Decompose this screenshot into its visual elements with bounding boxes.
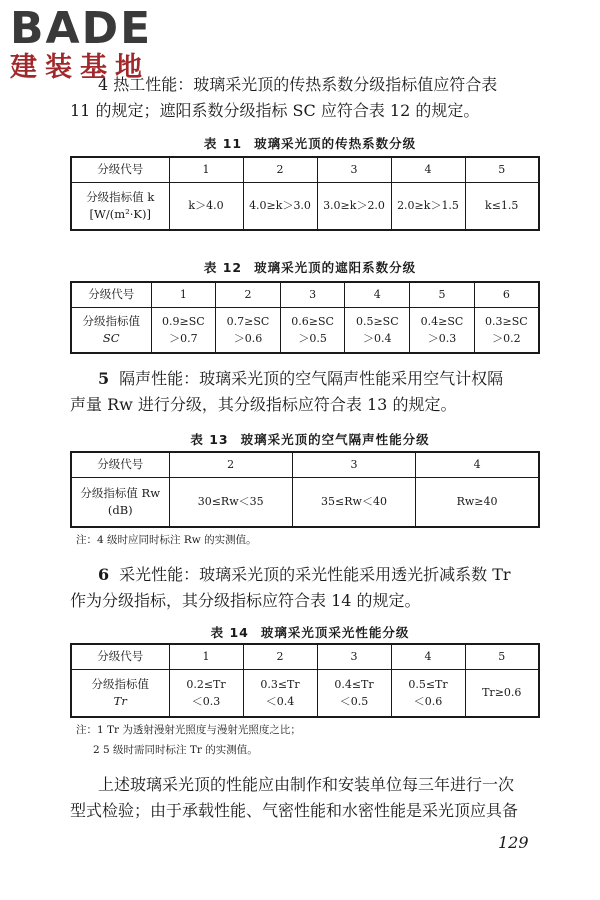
clause-number: 5 bbox=[98, 369, 110, 388]
clause-number: 6 bbox=[98, 565, 110, 584]
row-head-line: 分级指标值 k bbox=[86, 189, 155, 204]
value-lower: ＞0.5 bbox=[298, 331, 327, 345]
row-head-unit: SC bbox=[102, 330, 120, 345]
row-head bbox=[71, 477, 169, 527]
paragraph-daylighting bbox=[70, 562, 550, 614]
grade-code: 6 bbox=[474, 282, 539, 307]
grade-code: 3 bbox=[317, 644, 391, 669]
grade-value bbox=[474, 307, 539, 353]
grade-value: Tr≥0.6 bbox=[465, 669, 539, 717]
grade-code: 3 bbox=[317, 157, 391, 182]
table-number: 表 13 bbox=[190, 432, 229, 447]
table-12 bbox=[70, 281, 540, 354]
grade-value bbox=[345, 307, 410, 353]
table-14-caption bbox=[70, 623, 550, 641]
row-head-unit: [W/(m²·K)] bbox=[89, 206, 151, 221]
grade-code: 1 bbox=[169, 644, 243, 669]
paragraph-line: 11 的规定；遮阳系数分级指标 SC 应符合表 12 的规定。 bbox=[70, 101, 480, 120]
page-number: 129 bbox=[498, 833, 529, 852]
grade-code: 3 bbox=[280, 282, 345, 307]
note-line: 2 5 级时需同时标注 Tr 的实测值。 bbox=[93, 744, 258, 756]
grade-value bbox=[391, 669, 465, 717]
paragraph-text: 采光性能：玻璃采光顶的采光性能采用透光折减系数 Tr bbox=[119, 565, 511, 584]
table-13-caption bbox=[70, 430, 550, 448]
note-line: 注：1 Tr 为透射漫射光照度与漫射光照度之比； bbox=[76, 724, 301, 736]
value-lower: ＜0.4 bbox=[265, 694, 295, 708]
table-number: 表 11 bbox=[203, 136, 243, 151]
grade-value bbox=[410, 307, 475, 353]
grade-value bbox=[216, 307, 281, 353]
grade-code: 5 bbox=[465, 644, 539, 669]
table-14 bbox=[70, 643, 540, 718]
value-lower: ＜0.5 bbox=[339, 694, 369, 708]
grade-value bbox=[317, 669, 391, 717]
grade-value: 30≤Rw＜35 bbox=[169, 477, 292, 527]
grade-value: 4.0≥k＞3.0 bbox=[243, 182, 317, 230]
value-lower: ＜0.3 bbox=[191, 694, 221, 708]
grade-code: 4 bbox=[416, 452, 539, 477]
table-number: 表 12 bbox=[203, 260, 243, 275]
grade-value bbox=[280, 307, 345, 353]
value-upper: 0.9≥SC bbox=[161, 314, 205, 328]
value-upper: 0.4≤Tr bbox=[334, 677, 374, 691]
paragraph-thermal bbox=[70, 72, 550, 124]
row-head: 分级代号 bbox=[71, 644, 169, 669]
table-title: 玻璃采光顶的遮阳系数分级 bbox=[254, 260, 417, 275]
paragraph-text: 隔声性能：玻璃采光顶的空气隔声性能采用空气计权隔 bbox=[119, 369, 504, 388]
grade-code: 2 bbox=[243, 644, 317, 669]
row-head bbox=[71, 182, 169, 230]
paragraph-line: 型式检验；由于承载性能、气密性能和水密性能是采光顶应具备 bbox=[70, 801, 519, 820]
grade-code: 5 bbox=[465, 157, 539, 182]
row-head: 分级代号 bbox=[71, 282, 151, 307]
logo-wordmark: BADE bbox=[10, 3, 153, 54]
table-title: 玻璃采光顶采光性能分级 bbox=[260, 625, 410, 640]
paragraph-line: 上述玻璃采光顶的性能应由制作和安装单位每三年进行一次 bbox=[98, 775, 515, 794]
value-upper: 0.6≥SC bbox=[291, 314, 334, 328]
value-lower: ＞0.4 bbox=[363, 331, 392, 345]
paragraph-acoustic bbox=[70, 366, 550, 418]
value-lower: ＞0.6 bbox=[233, 331, 263, 345]
grade-code: 2 bbox=[169, 452, 292, 477]
value-upper: 0.2≤Tr bbox=[186, 677, 226, 691]
table-13-note: 注：4 级时应同时标注 Rw 的实测值。 bbox=[76, 534, 257, 546]
grade-code: 4 bbox=[391, 157, 465, 182]
value-upper: 0.7≥SC bbox=[226, 314, 270, 328]
paragraph-line: 声量 Rw 进行分级，其分级指标应符合表 13 的规定。 bbox=[70, 395, 457, 414]
grade-value: k＞4.0 bbox=[169, 182, 243, 230]
row-head: 分级代号 bbox=[71, 452, 169, 477]
value-lower: ＜0.6 bbox=[413, 694, 443, 708]
paragraph-line: 作为分级指标，其分级指标应符合表 14 的规定。 bbox=[70, 591, 421, 610]
grade-code: 1 bbox=[151, 282, 216, 307]
grade-value bbox=[169, 669, 243, 717]
paragraph-line bbox=[70, 562, 550, 588]
paragraph-line bbox=[70, 366, 550, 392]
grade-value: k≤1.5 bbox=[465, 182, 539, 230]
table-11-caption bbox=[70, 134, 550, 152]
row-head-unit: (dB) bbox=[107, 502, 133, 517]
grade-value bbox=[151, 307, 216, 353]
row-head-unit: Tr bbox=[113, 693, 127, 708]
value-lower: ＞0.2 bbox=[492, 331, 521, 345]
value-lower: ＞0.3 bbox=[427, 331, 457, 345]
grade-code: 4 bbox=[391, 644, 465, 669]
grade-value: 35≤Rw＜40 bbox=[292, 477, 415, 527]
grade-code: 3 bbox=[292, 452, 415, 477]
value-upper: 0.5≤Tr bbox=[408, 677, 448, 691]
table-13 bbox=[70, 451, 540, 528]
paragraph-line: 4 热工性能：玻璃采光顶的传热系数分级指标值应符合表 bbox=[98, 75, 498, 94]
paragraph-closing bbox=[70, 772, 550, 824]
table-11 bbox=[70, 156, 540, 231]
table-title: 玻璃采光顶的空气隔声性能分级 bbox=[240, 432, 430, 447]
grade-code: 2 bbox=[216, 282, 281, 307]
grade-code: 4 bbox=[345, 282, 410, 307]
grade-value: Rw≥40 bbox=[416, 477, 539, 527]
row-head-line: 分级指标值 bbox=[82, 313, 140, 328]
grade-value: 2.0≥k＞1.5 bbox=[391, 182, 465, 230]
value-upper: 0.3≤Tr bbox=[260, 677, 300, 691]
table-12-caption bbox=[70, 258, 550, 276]
table-14-notes bbox=[76, 720, 546, 760]
value-upper: 0.4≥SC bbox=[420, 314, 464, 328]
grade-code: 2 bbox=[243, 157, 317, 182]
grade-value: 3.0≥k＞2.0 bbox=[317, 182, 391, 230]
value-upper: 0.3≥SC bbox=[485, 314, 528, 328]
row-head-line: 分级指标值 Rw bbox=[80, 485, 161, 500]
grade-value bbox=[243, 669, 317, 717]
grade-code: 5 bbox=[410, 282, 475, 307]
row-head bbox=[71, 307, 151, 353]
grade-code: 1 bbox=[169, 157, 243, 182]
value-lower: ＞0.7 bbox=[169, 331, 198, 345]
value-upper: 0.5≥SC bbox=[355, 314, 399, 328]
row-head bbox=[71, 669, 169, 717]
row-head-line: 分级指标值 bbox=[91, 676, 149, 691]
row-head: 分级代号 bbox=[71, 157, 169, 182]
table-number: 表 14 bbox=[210, 625, 249, 640]
table-title: 玻璃采光顶的传热系数分级 bbox=[254, 136, 417, 151]
logo-subtitle: 建装基地 bbox=[10, 52, 150, 83]
